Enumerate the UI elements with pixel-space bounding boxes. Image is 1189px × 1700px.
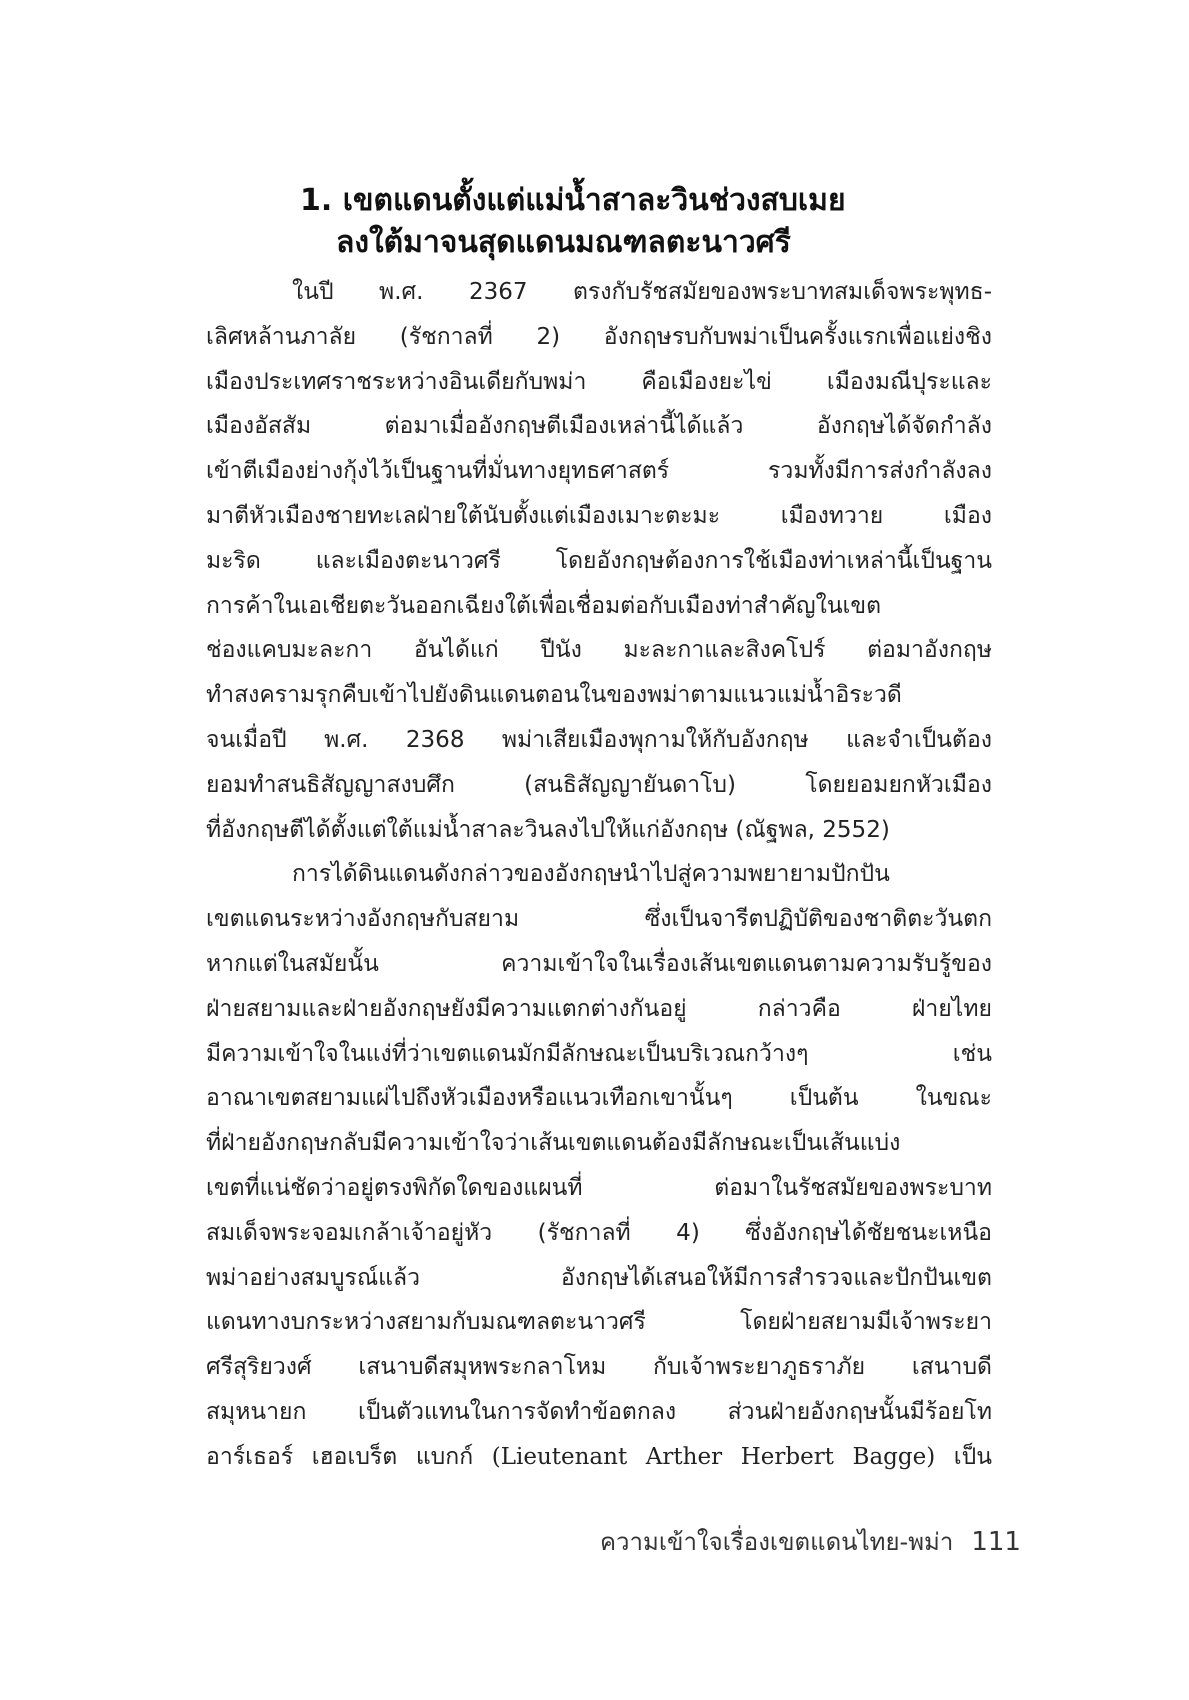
section-heading-line-2: ลงใต้มาจนสุดแดนมณฑลตะนาวศรี [336, 225, 791, 260]
body-text [206, 270, 992, 1480]
final-line-thai-end: เป็น [935, 1443, 992, 1470]
paragraph-2-line: เขตที่แน่ชัดว่าอยู่ตรงพิกัดใดของแผนที่ ต่อมาในรัชสมัยของพระบาท [206, 1174, 992, 1201]
final-line-thai-start: อาร์เธอร์ เฮอเบร็ต แบกก์ [206, 1443, 492, 1470]
paragraph-2-line: แดนทางบกระหว่างสยามกับมณฑลตะนาวศรี โดยฝ่ายสยามมีเจ้าพระยา [206, 1309, 992, 1336]
running-title: ความเข้าใจเรื่องเขตแดนไทย-พม่า [600, 1528, 954, 1556]
paragraph-1-line: ช่องแคบมะละกา อันได้แก่ ปีนัง มะละกาและสิงคโปร์ ต่อมาอังกฤษ [206, 637, 992, 664]
paragraph-1-line: ทำสงครามรุกคืบเข้าไปยังดินแดนตอนในของพม่าตามแนวแม่น้ำอิระวดี [206, 682, 902, 709]
paragraph-2-line: การได้ดินแดนดังกล่าวของอังกฤษนำไปสู่ความพยายามปักปัน [292, 861, 890, 888]
paragraph-1-line: เมืองประเทศราชระหว่างอินเดียกับพม่า คือเมืองยะไข่ เมืองมณีปุระและ [206, 368, 992, 395]
paragraph-2-final-line [206, 1435, 992, 1480]
page-footer [600, 1522, 1021, 1561]
paragraph-2-line: สมุหนายก เป็นตัวแทนในการจัดทำข้อตกลง ส่วนฝ่ายอังกฤษนั้นมีร้อยโท [206, 1398, 992, 1425]
paragraph-1-line: จนเมื่อปี พ.ศ. 2368 พม่าเสียเมืองพุกามให้กับอังกฤษ และจำเป็นต้อง [206, 726, 992, 753]
paragraph-1-line: เลิศหล้านภาลัย (รัชกาลที่ 2) อังกฤษรบกับพม่าเป็นครั้งแรกเพื่อแย่งชิง [206, 323, 992, 350]
paragraph-2-line: พม่าอย่างสมบูรณ์แล้ว อังกฤษได้เสนอให้มีการสำรวจและปักปันเขต [206, 1264, 992, 1291]
paragraph-2-line: สมเด็จพระจอมเกล้าเจ้าอยู่หัว (รัชกาลที่ 4) ซึ่งอังกฤษได้ชัยชนะเหนือ [206, 1219, 992, 1246]
final-line-latin-name: (Lieutenant Arther Herbert Bagge) [491, 1443, 936, 1470]
section-heading [200, 180, 1000, 264]
paragraph-1-line: เมืองอัสสัม ต่อมาเมื่ออังกฤษตีเมืองเหล่านี้ได้แล้ว อังกฤษได้จัดกำลัง [206, 413, 992, 440]
paragraph-1-line: ยอมทำสนธิสัญญาสงบศึก (สนธิสัญญายันดาโบ) โดยยอมยกหัวเมือง [206, 771, 992, 798]
paragraph-2-line: อาณาเขตสยามแผ่ไปถึงหัวเมืองหรือแนวเทือกเขานั้นๆ เป็นต้น ในขณะ [206, 1085, 992, 1112]
paragraph-1-line: ในปี พ.ศ. 2367 ตรงกับรัชสมัยของพระบาทสมเด็จพระพุทธ- [292, 279, 992, 305]
paragraph-2-line: ฝ่ายสยามและฝ่ายอังกฤษยังมีความแตกต่างกันอยู่ กล่าวคือ ฝ่ายไทย [206, 995, 992, 1022]
page-number: 111 [971, 1527, 1021, 1557]
paragraph-1-line: เข้าตีเมืองย่างกุ้งไว้เป็นฐานที่มั่นทางยุทธศาสตร์ รวมทั้งมีการส่งกำลังลง [206, 458, 992, 485]
section-heading-line-1: 1. เขตแดนตั้งแต่แม่น้ำสาละวินช่วงสบเมย [300, 183, 846, 218]
paragraph-1-line: การค้าในเอเชียตะวันออกเฉียงใต้เพื่อเชื่อมต่อกับเมืองท่าสำคัญในเขต [206, 592, 882, 619]
paragraph-2-line: มีความเข้าใจในแง่ที่ว่าเขตแดนมักมีลักษณะเป็นบริเวณกว้างๆ เช่น [206, 1040, 992, 1067]
paragraph-2-line: ที่ฝ่ายอังกฤษกลับมีความเข้าใจว่าเส้นเขตแดนต้องมีลักษณะเป็นเส้นแบ่ง [206, 1130, 901, 1157]
paragraph-1-line: มาตีหัวเมืองชายทะเลฝ่ายใต้นับตั้งแต่เมืองเมาะตะมะ เมืองทวาย เมือง [206, 502, 992, 529]
paragraph-2-line: หากแต่ในสมัยนั้น ความเข้าใจในเรื่องเส้นเขตแดนตามความรับรู้ของ [206, 950, 992, 977]
paragraph-1-line: ที่อังกฤษตีได้ตั้งแต่ใต้แม่น้ำสาละวินลงไปให้แก่อังกฤษ (ณัฐพล, 2552) [206, 816, 890, 843]
paragraph-2-line: เขตแดนระหว่างอังกฤษกับสยาม ซึ่งเป็นจารีตปฏิบัติของชาติตะวันตก [206, 906, 992, 933]
paragraph-1-line: มะริด และเมืองตะนาวศรี โดยอังกฤษต้องการใช้เมืองท่าเหล่านี้เป็นฐาน [206, 547, 992, 574]
paragraph-2-line: ศรีสุริยวงศ์ เสนาบดีสมุหพระกลาโหม กับเจ้าพระยาภูธราภัย เสนาบดี [206, 1354, 992, 1381]
